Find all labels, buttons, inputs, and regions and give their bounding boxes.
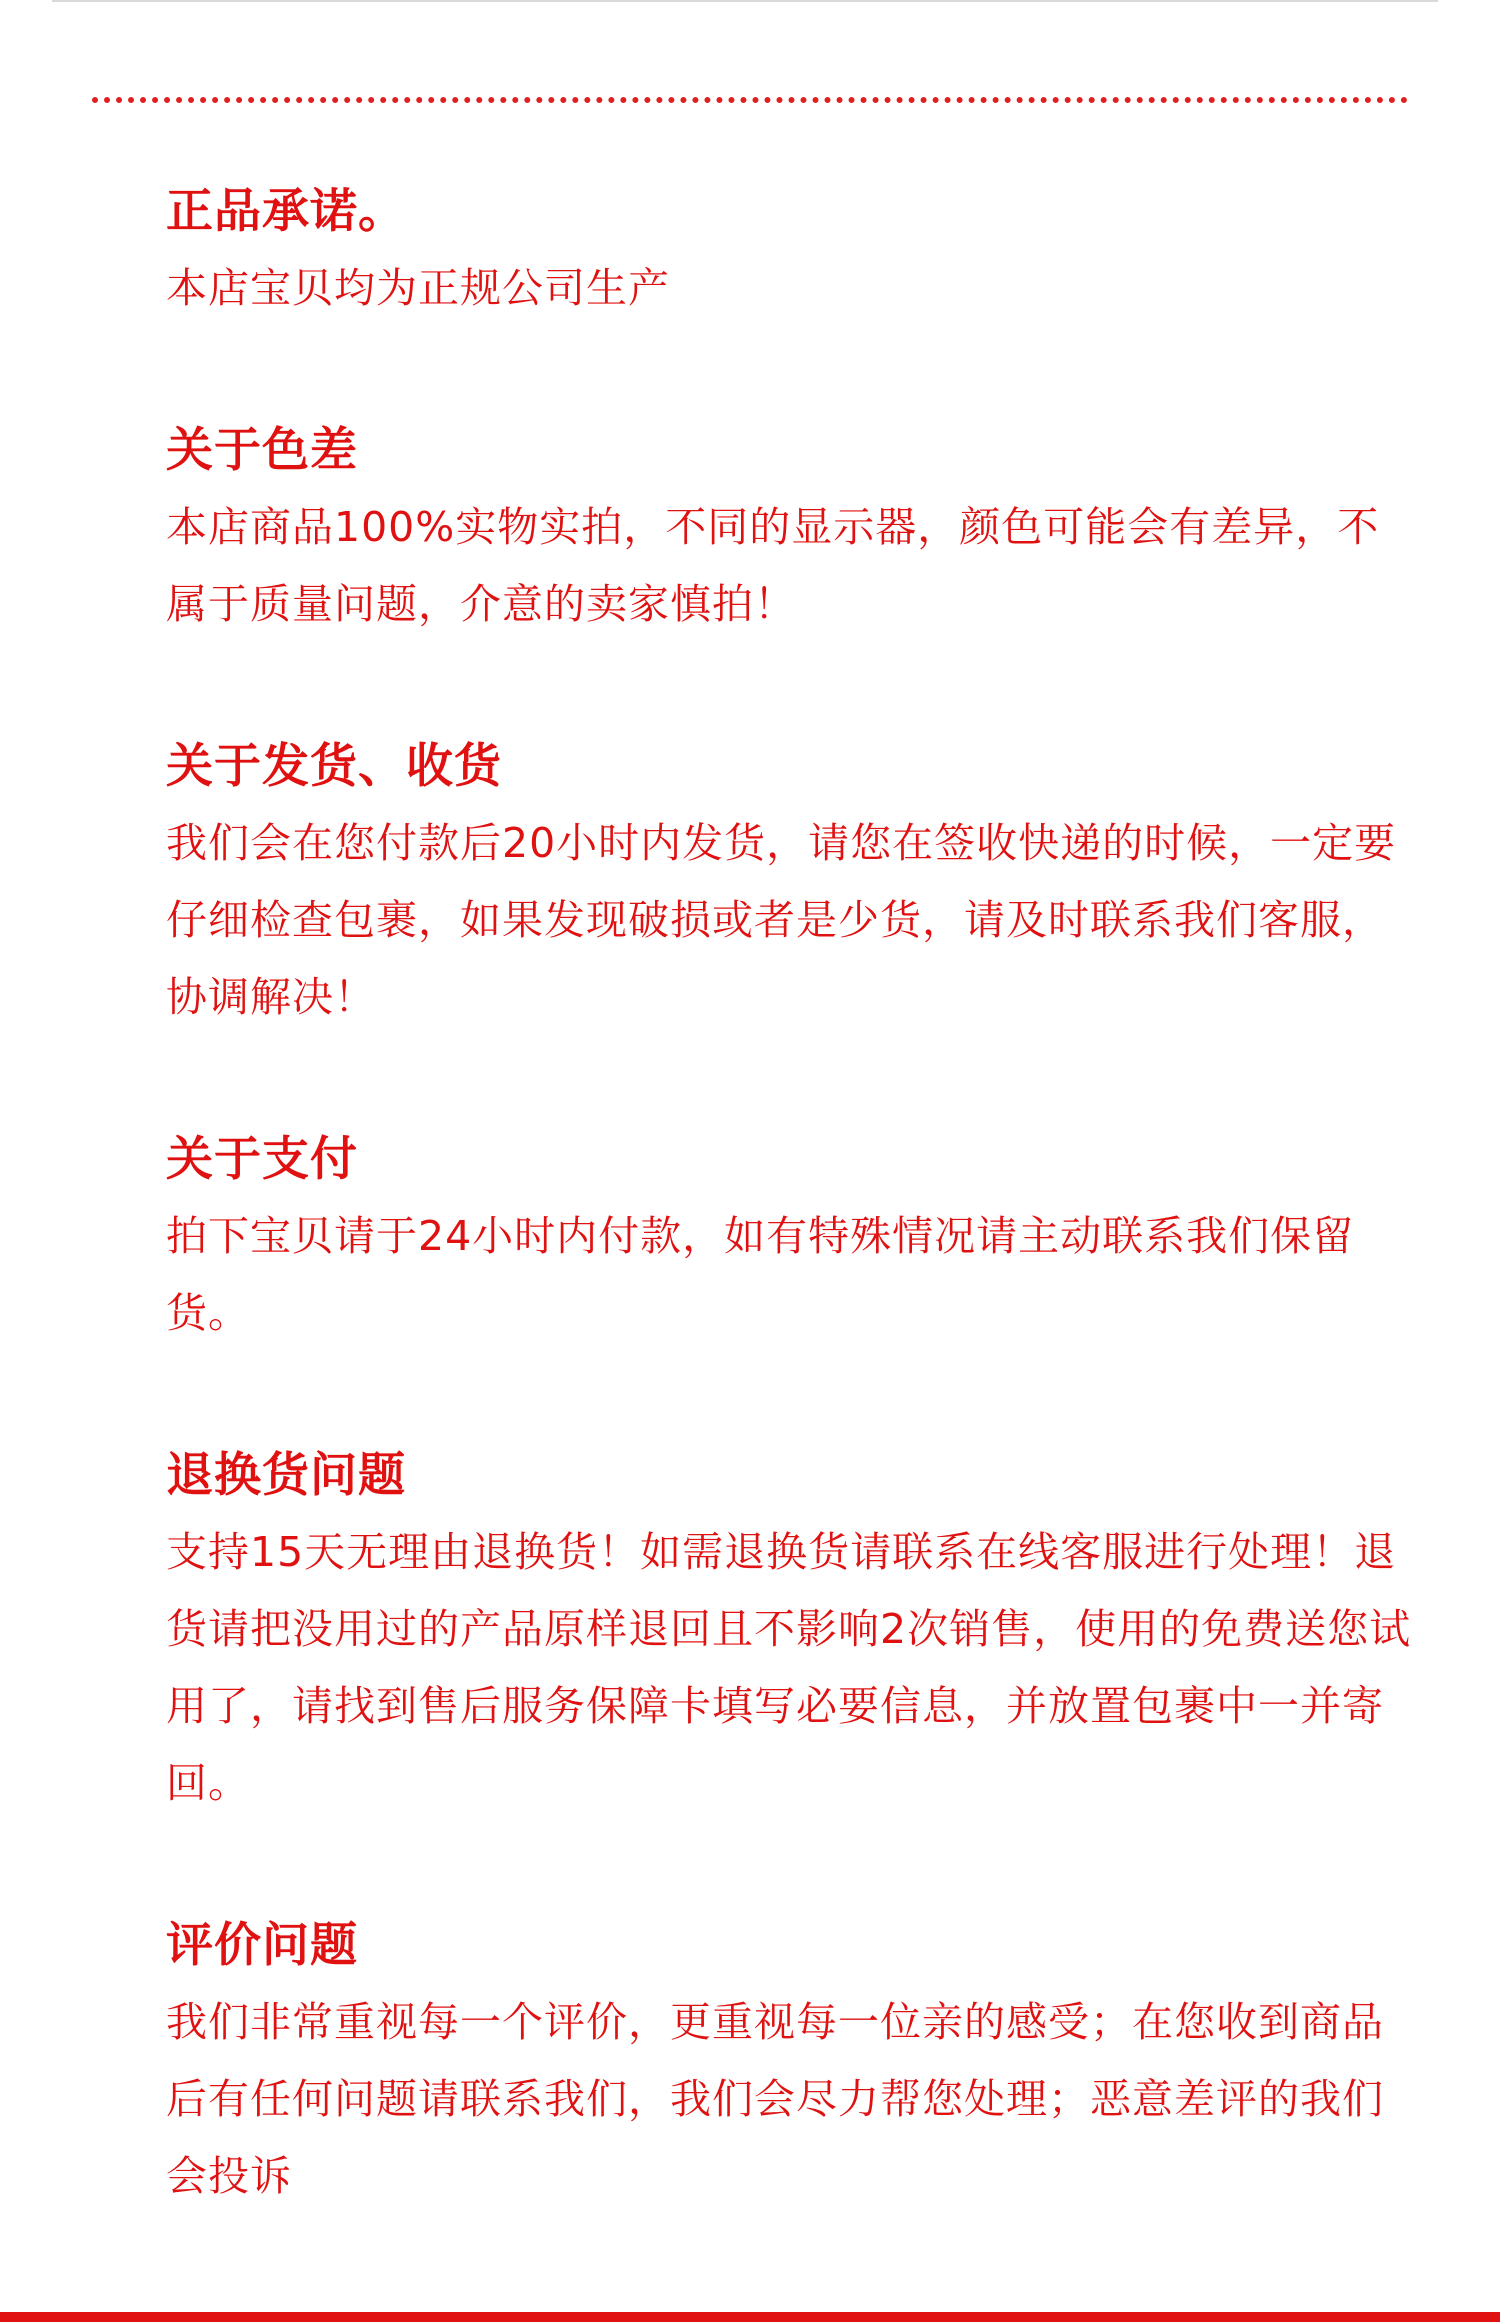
policy-section-payment	[166, 1128, 1416, 1352]
policy-section-shipping	[166, 735, 1416, 1036]
policy-section-authenticity	[166, 180, 1416, 327]
section-title: 关于发货、收货	[166, 739, 502, 794]
section-title: 退换货问题	[166, 1448, 406, 1503]
dotted-divider	[92, 97, 1408, 103]
policy-list	[166, 180, 1416, 2307]
bottom-accent-bar	[0, 2312, 1500, 2322]
section-body: 我们会在您付款后20小时内发货，请您在签收快递的时候，一定要仔细检查包裹，如果发现破损或者是少货，请及时联系我们客服，协调解决！	[166, 819, 1397, 1021]
section-title: 关于色差	[166, 423, 358, 478]
section-body: 我们非常重视每一个评价，更重视每一位亲的感受；在您收到商品后有任何问题请联系我们，我们会尽力帮您处理；恶意差评的我们会投诉	[166, 1998, 1384, 2200]
section-body: 本店商品100%实物实拍，不同的显示器，颜色可能会有差异，不属于质量问题，介意的卖家慎拍！	[166, 503, 1380, 628]
section-body: 拍下宝贝请于24小时内付款，如有特殊情况请主动联系我们保留货。	[166, 1212, 1355, 1337]
section-title: 评价问题	[166, 1918, 358, 1973]
top-divider	[52, 0, 1438, 2]
section-body: 支持15天无理由退换货！如需退换货请联系在线客服进行处理！退货请把没用过的产品原样退回且不影响2次销售，使用的免费送您试用了，请找到售后服务保障卡填写必要信息，并放置包裹中一并寄回。	[166, 1528, 1412, 1807]
policy-section-returns	[166, 1444, 1416, 1822]
policy-section-color-difference	[166, 419, 1416, 643]
policy-section-reviews	[166, 1914, 1416, 2215]
section-title: 关于支付	[166, 1132, 358, 1187]
section-title: 正品承诺。	[166, 184, 406, 239]
section-body: 本店宝贝均为正规公司生产	[166, 264, 670, 312]
